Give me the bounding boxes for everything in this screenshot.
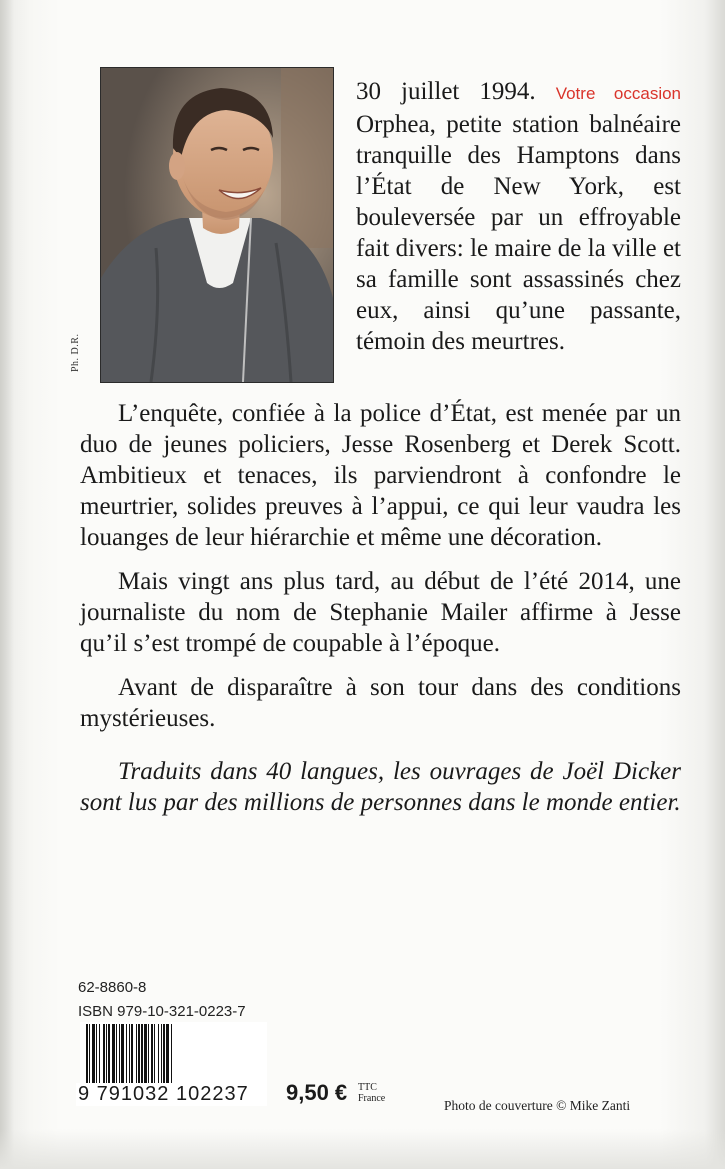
barcode-bar: [144, 1024, 147, 1086]
barcode-bar: [121, 1024, 124, 1086]
spine-shadow: [0, 0, 14, 1169]
barcode-bar: [119, 1024, 120, 1086]
blurb-paragraph: Avant de disparaître à son tour dans des conditions mystérieuses.: [80, 674, 681, 732]
barcode-bar: [151, 1024, 153, 1086]
barcode-bar: [108, 1024, 110, 1086]
bottom-fade: [0, 1129, 725, 1169]
author-photo: [100, 67, 334, 383]
watermark-text: Votre occasion: [555, 84, 682, 103]
price: 9,50 €: [286, 1080, 348, 1105]
barcode-bar: [141, 1024, 143, 1086]
barcode-bar: [161, 1024, 162, 1086]
intro-date: 30 juillet 1994.: [356, 78, 536, 105]
barcode-bar: [112, 1024, 115, 1086]
barcode-bar: [138, 1024, 140, 1086]
cover-photo-credit: Photo de couverture © Mike Zanti: [444, 1098, 631, 1113]
book-codes: [78, 976, 246, 1024]
barcode-bar: [166, 1024, 169, 1086]
barcode-bar: [106, 1024, 107, 1086]
barcode-bar: [126, 1024, 127, 1086]
barcode-bar: [148, 1024, 149, 1086]
barcode-bar: [89, 1024, 90, 1086]
barcode-bar: [86, 1024, 88, 1086]
barcode-bar: [136, 1024, 137, 1086]
blurb-paragraph: Mais vingt ans plus tard, au début de l’été 2014, une journaliste du nom de Stephanie Mailer affirme à Jesse qu’il s’est trompé de coupable à l’époque.: [80, 568, 681, 657]
author-portrait-illustration: [101, 68, 333, 382]
tax-note-line: TTC: [358, 1082, 377, 1093]
barcode-bar: [103, 1024, 105, 1086]
intro-paragraph: [356, 76, 681, 357]
barcode-bar: [129, 1024, 130, 1086]
blurb-paragraph: L’enquête, confiée à la police d’État, est menée par un duo de jeunes policiers, Jesse Rosenberg et Derek Scott. Ambitieux et tenaces, ils parviendront à confondre le meurtrier, solides preuves à l’appui, ce qui leur vaudra les louanges de leur hiérarchie et même une décoration.: [80, 400, 681, 551]
barcode-bar: [158, 1024, 159, 1086]
barcode-bar: [99, 1024, 100, 1086]
barcode-bar: [154, 1024, 155, 1086]
photo-credit: Ph. D.R.: [70, 333, 81, 372]
barcode-bar: [92, 1024, 95, 1086]
barcode-bar: [163, 1024, 165, 1086]
reference-code: 62-8860-8: [78, 979, 147, 996]
tax-note: [358, 1082, 385, 1104]
barcode-bar: [171, 1024, 172, 1086]
barcode-digits: 9 791032 102237: [78, 1083, 249, 1105]
barcode-bar: [116, 1024, 117, 1086]
intro-text: Orphea, petite station balnéaire tranquille des Hamptons dans l’État de New York, est bouleversée par un effroyable fait divers: le maire de la ville et sa famille sont assassinés chez eux, ainsi qu’une passante, témoin des meurtres.: [356, 111, 681, 355]
barcode-bar: [96, 1024, 97, 1086]
tax-note-line: France: [358, 1093, 386, 1104]
isbn-code: ISBN 979-10-321-0223-7: [78, 1003, 246, 1020]
author-quote: Traduits dans 40 langues, les ouvrages de Joël Dicker sont lus par des millions de personnes dans le monde entier.: [80, 758, 681, 816]
blurb-body: [80, 398, 681, 831]
barcode-bar: [131, 1024, 133, 1086]
